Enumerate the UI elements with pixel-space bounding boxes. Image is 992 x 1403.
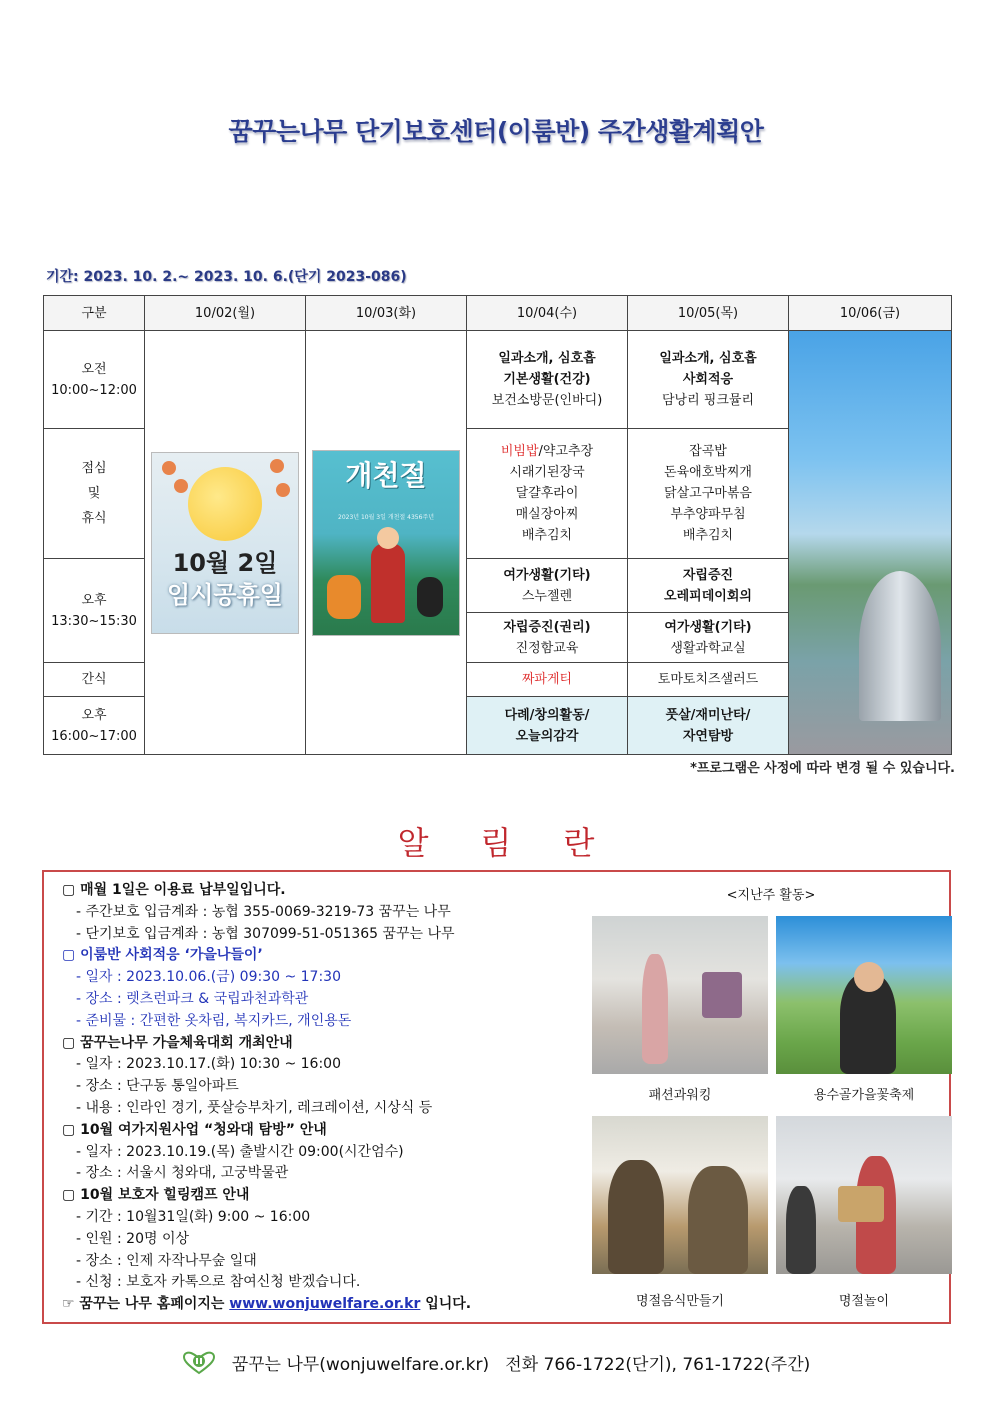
homepage-link[interactable]: www.wonjuwelfare.or.kr (229, 1296, 421, 1313)
notice-item: - 장소 : 인제 자작나무숲 일대 (76, 1252, 257, 1269)
cell-line: 자연탐방 (682, 728, 734, 744)
cell-line: 생활과학교실 (670, 640, 746, 656)
holiday-label-text: 임시공휴일 (167, 580, 283, 609)
sun-shape (188, 467, 262, 541)
notice-item: - 장소 : 렛츠런파크 & 국립과천과학관 (76, 990, 309, 1007)
cell-line: 매실장아찌 (515, 507, 579, 522)
fri-outing-cell (789, 331, 952, 755)
schedule-change-note: *프로그램은 사정에 따라 변경 될 수 있습니다. (690, 761, 955, 776)
cell-line: 스누젤렌 (521, 588, 573, 604)
wed-am-cell (467, 331, 628, 429)
notice-heading: ▢ 이룸반 사회적응 ‘가을나들이’ (62, 947, 263, 964)
cell-line: 시래기된장국 (509, 465, 585, 480)
table-row (44, 331, 952, 429)
photo-holiday-games (776, 1116, 952, 1274)
past-activities-heading: <지난주 활동> (726, 888, 816, 903)
footer-text: 꿈꾸는 나무(wonjuwelfare.or.kr) 전화 766-1722(단기), 761-1722(주간) (231, 1355, 811, 1375)
header-fri: 10/06(금) (789, 296, 952, 331)
person-shape (608, 1160, 664, 1274)
wed-pm1b-cell (467, 613, 628, 663)
notice-heading: ▢ 꿈꾸는나무 가을체육대회 개최안내 (62, 1034, 293, 1051)
wed-lunch-cell (467, 429, 628, 559)
box-shape (838, 1186, 884, 1222)
thu-pm3-cell (628, 697, 789, 755)
cell-line (467, 441, 627, 462)
notice-heading: ▢ 10월 보호자 힐링캠프 안내 (62, 1187, 250, 1204)
persimmon-shape (174, 479, 188, 493)
tue-holiday-cell (306, 331, 467, 755)
menu-text: /약고추장 (538, 444, 594, 459)
photo-caption: 명절놀이 (838, 1294, 890, 1309)
dangun-head (377, 527, 399, 549)
label-line: 13:30~15:30 (51, 613, 137, 629)
cell-line: 배추김치 (682, 528, 734, 543)
notice-item: - 주간보호 입금계좌 : 농협 355-0069-3219-73 꿈꾸는 나무 (76, 903, 451, 920)
cell-line: 잡곡밥 (689, 444, 727, 459)
cell-line: 사회적응 (682, 372, 734, 387)
label-line: 오후 (81, 707, 107, 723)
cell-line: 보건소방문(인바디) (491, 393, 603, 408)
notice-item: - 일자 : 2023.10.06.(금) 09:30 ~ 17:30 (76, 969, 341, 986)
bear-figure (417, 577, 443, 617)
label-line: 오전 (81, 361, 107, 377)
wed-snack-cell: 짜파게티 (467, 663, 628, 697)
notice-list (62, 880, 592, 1316)
cell-line: 풋살/재미난타/ (665, 707, 751, 723)
homepage-line (62, 1294, 592, 1316)
header-category: 구분 (44, 296, 145, 331)
cell-line: 자립증진(권리) (503, 619, 591, 635)
holiday-date-text: 10월 2일 (172, 548, 278, 577)
cell-line: 부추양파무침 (670, 507, 746, 522)
notice-item: - 준비물 : 간편한 옷차림, 복지카드, 개인용돈 (76, 1012, 352, 1029)
photo-flower-festival (776, 916, 952, 1074)
person-shape (688, 1166, 748, 1274)
face-shape (854, 962, 884, 992)
row-label-lunch (44, 429, 145, 559)
label-line: 휴식 (81, 511, 107, 526)
label-line: 및 (87, 486, 101, 501)
notice-heading: ▢ 매월 1일은 이용료 납부일입니다. (62, 882, 286, 898)
notice-heading: ▢ 10월 여가지원사업 “청와대 탐방” 안내 (62, 1121, 327, 1138)
cell-line: 일과소개, 심호흡 (659, 351, 757, 366)
thu-lunch-cell (628, 429, 789, 559)
cell-line: 닭살고구마볶음 (664, 486, 752, 501)
thu-snack-cell: 토마토치즈샐러드 (628, 663, 789, 697)
row-label-snack: 간식 (44, 663, 145, 697)
notice-board (42, 870, 951, 1324)
cell-line: 여가생활(기타) (503, 567, 591, 583)
cell-line: 여가생활(기타) (664, 619, 752, 635)
notice-item: - 장소 : 단구동 통일아파트 (76, 1078, 239, 1095)
photo-background (789, 331, 951, 754)
label-line: 오후 (81, 592, 107, 608)
header-thu: 10/05(목) (628, 296, 789, 331)
header-mon: 10/02(월) (145, 296, 306, 331)
page-title: 꿈꾸는나무 단기보호센터(이룸반) 주간생활계획안 (228, 117, 764, 146)
science-museum-photo (789, 331, 951, 754)
plan-period: 기간: 2023. 10. 2.~ 2023. 10. 6.(단기 2023-086) (46, 269, 407, 285)
cell-line: 돈육애호박찌개 (664, 465, 752, 480)
homepage-prefix: ☞ 꿈꾸는 나무 홈페이지는 (62, 1296, 225, 1313)
cell-line: 진정함교육 (515, 640, 579, 656)
footer (0, 1350, 992, 1377)
photo-holiday-food (592, 1116, 768, 1274)
notice-item: - 내용 : 인라인 경기, 풋살승부차기, 레크레이션, 시상식 등 (76, 1099, 433, 1116)
cell-line: 기본생활(건강) (503, 372, 591, 387)
heart-logo-icon (182, 1351, 216, 1375)
cell-line: 자립증진 (682, 567, 734, 583)
notice-item: - 기간 : 10월31일(화) 9:00 ~ 16:00 (76, 1208, 311, 1225)
thu-am-cell (628, 331, 789, 429)
cell-line: 오늘의감각 (515, 728, 579, 744)
cell-line: 다례/창의활동/ (504, 707, 590, 723)
notice-item: - 신청 : 보호자 카톡으로 참여신청 받겠습니다. (76, 1274, 361, 1291)
dangun-figure (371, 543, 405, 623)
notice-item: - 단기보호 입금계좌 : 농협 307099-51-051365 꿈꾸는 나무 (76, 925, 455, 942)
person-shape (642, 954, 668, 1064)
tiger-figure (327, 575, 361, 619)
past-activities (592, 884, 950, 909)
notice-item: - 장소 : 서울시 청와대, 고궁박물관 (76, 1165, 289, 1182)
table-header-row (44, 296, 952, 331)
person-shape (786, 1186, 816, 1274)
mon-holiday-cell (145, 331, 306, 755)
thu-pm1b-cell (628, 613, 789, 663)
thu-pm1a-cell (628, 559, 789, 613)
notice-item: - 일자 : 2023.10.19.(목) 출발시간 09:00(시간엄수) (76, 1143, 404, 1160)
cell-line: 배추김치 (521, 528, 573, 543)
poster-title: 개천절 (345, 458, 427, 492)
holiday-poster-image (151, 452, 299, 634)
photo-caption: 명절음식만들기 (636, 1294, 724, 1309)
notice-item: - 일자 : 2023.10.17.(화) 10:30 ~ 16:00 (76, 1056, 341, 1073)
label-line: 점심 (81, 461, 107, 476)
photo-caption: 용수골가을꽃축제 (813, 1088, 915, 1103)
persimmon-shape (162, 461, 176, 475)
poster-subtitle: 2023년 10월 3일 개천절 4356주년 (338, 513, 434, 521)
row-label-pm1 (44, 559, 145, 663)
photo-fashion-walking (592, 916, 768, 1074)
row-label-am (44, 331, 145, 429)
label-line: 16:00~17:00 (51, 728, 137, 744)
notice-item: - 인원 : 20명 이상 (76, 1230, 190, 1247)
photo-caption: 패션과워킹 (648, 1088, 712, 1103)
highlight-menu: 비빔밥 (500, 444, 539, 459)
header-tue: 10/03(화) (306, 296, 467, 331)
clothing-rack-shape (702, 972, 742, 1018)
persimmon-shape (270, 459, 284, 473)
label-line: 10:00~12:00 (51, 382, 137, 398)
dome-shape (859, 571, 941, 721)
persimmon-shape (276, 483, 290, 497)
notice-title: 알림란 (397, 824, 647, 862)
wed-pm3-cell (467, 697, 628, 755)
row-label-pm3 (44, 697, 145, 755)
homepage-suffix: 입니다. (425, 1296, 472, 1313)
cell-line: 달걀후라이 (515, 486, 579, 501)
header-wed: 10/04(수) (467, 296, 628, 331)
wed-pm1a-cell (467, 559, 628, 613)
weekly-plan-table (43, 295, 952, 755)
cell-line: 오레피데이회의 (664, 588, 752, 604)
cell-line: 담낭리 핑크뮬리 (661, 393, 755, 408)
gaecheonjeol-poster-image (312, 450, 460, 636)
cell-line: 일과소개, 심호흡 (498, 351, 596, 366)
